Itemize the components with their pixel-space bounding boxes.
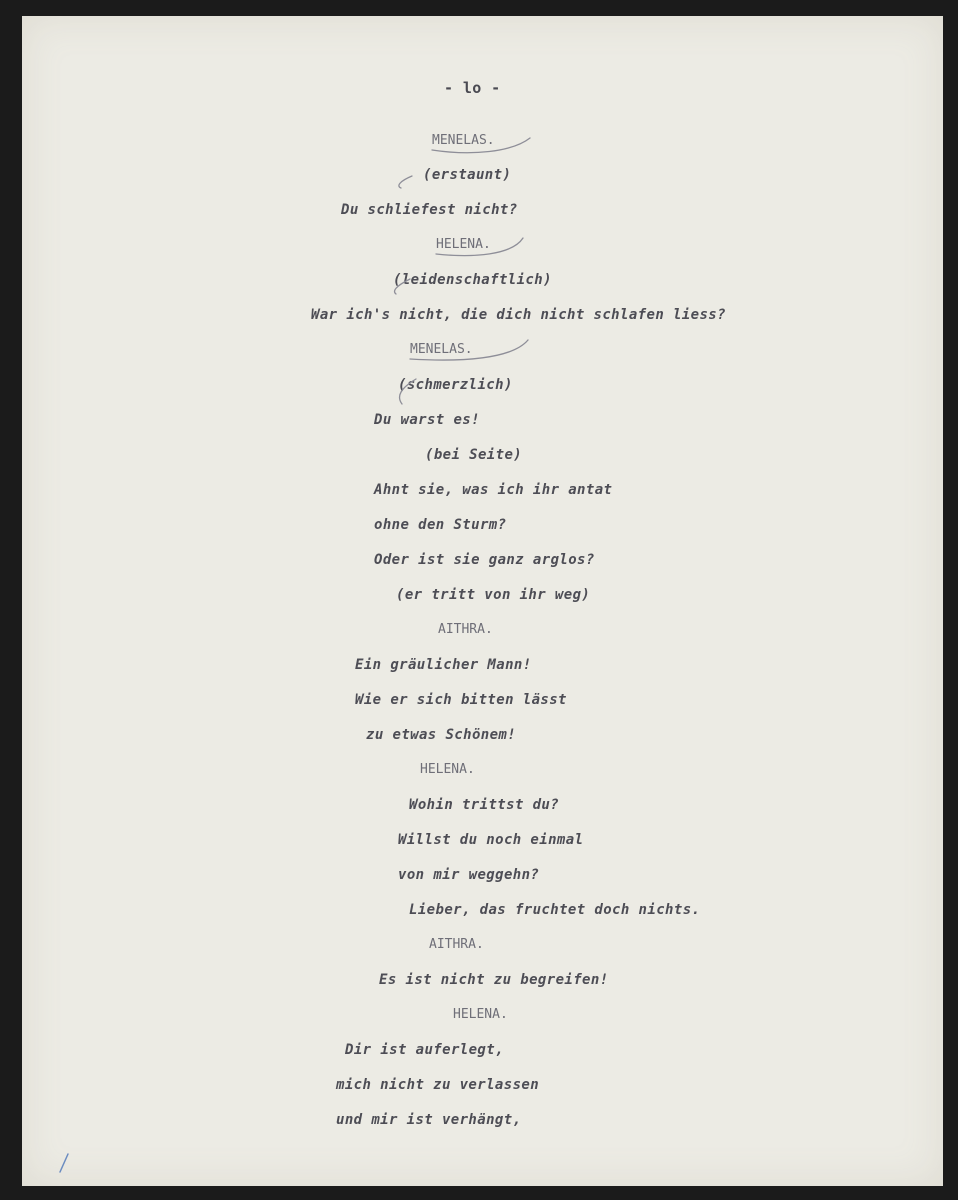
- stage-direction: (bei Seite): [425, 447, 523, 463]
- verse-line: Oder ist sie ganz arglos?: [374, 552, 595, 568]
- speaker-name: HELENA.: [420, 762, 475, 777]
- speaker-name: AITHRA.: [438, 622, 493, 637]
- verse-line: Dir ist auferlegt,: [345, 1042, 504, 1058]
- verse-line: ohne den Sturm?: [374, 517, 507, 533]
- verse-line: und mir ist verhängt,: [336, 1112, 522, 1128]
- stage-direction: (leidenschaftlich): [393, 272, 552, 288]
- speaker-name: HELENA.: [453, 1007, 508, 1022]
- stage-direction: (schmerzlich): [398, 377, 513, 393]
- page-number: - lo -: [444, 79, 501, 97]
- verse-line: Es ist nicht zu begreifen!: [379, 972, 609, 988]
- speaker-name: AITHRA.: [429, 937, 484, 952]
- pencil-marks: [22, 16, 943, 1186]
- verse-line: Ein gräulicher Mann!: [355, 657, 532, 673]
- speaker-name: HELENA.: [436, 237, 491, 252]
- verse-line: Du warst es!: [374, 412, 480, 428]
- verse-line: zu etwas Schönem!: [366, 727, 517, 743]
- verse-line: Wohin trittst du?: [409, 797, 560, 813]
- verse-line: Du schliefest nicht?: [341, 202, 518, 218]
- speaker-name: MENELAS.: [410, 342, 473, 357]
- verse-line: Ahnt sie, was ich ihr antat: [374, 482, 613, 498]
- verse-line: Wie er sich bitten lässt: [355, 692, 567, 708]
- stage-direction: (erstaunt): [423, 167, 512, 183]
- verse-line: War ich's nicht, die dich nicht schlafen liess?: [311, 307, 726, 323]
- verse-line: mich nicht zu verlassen: [336, 1077, 540, 1093]
- verse-line: Lieber, das fruchtet doch nichts.: [409, 902, 701, 918]
- speaker-name: MENELAS.: [432, 133, 495, 148]
- verse-line: Willst du noch einmal: [398, 832, 584, 848]
- typescript-page: [22, 16, 943, 1186]
- verse-line: von mir weggehn?: [398, 867, 540, 883]
- stage-direction: (er tritt von ihr weg): [396, 587, 591, 603]
